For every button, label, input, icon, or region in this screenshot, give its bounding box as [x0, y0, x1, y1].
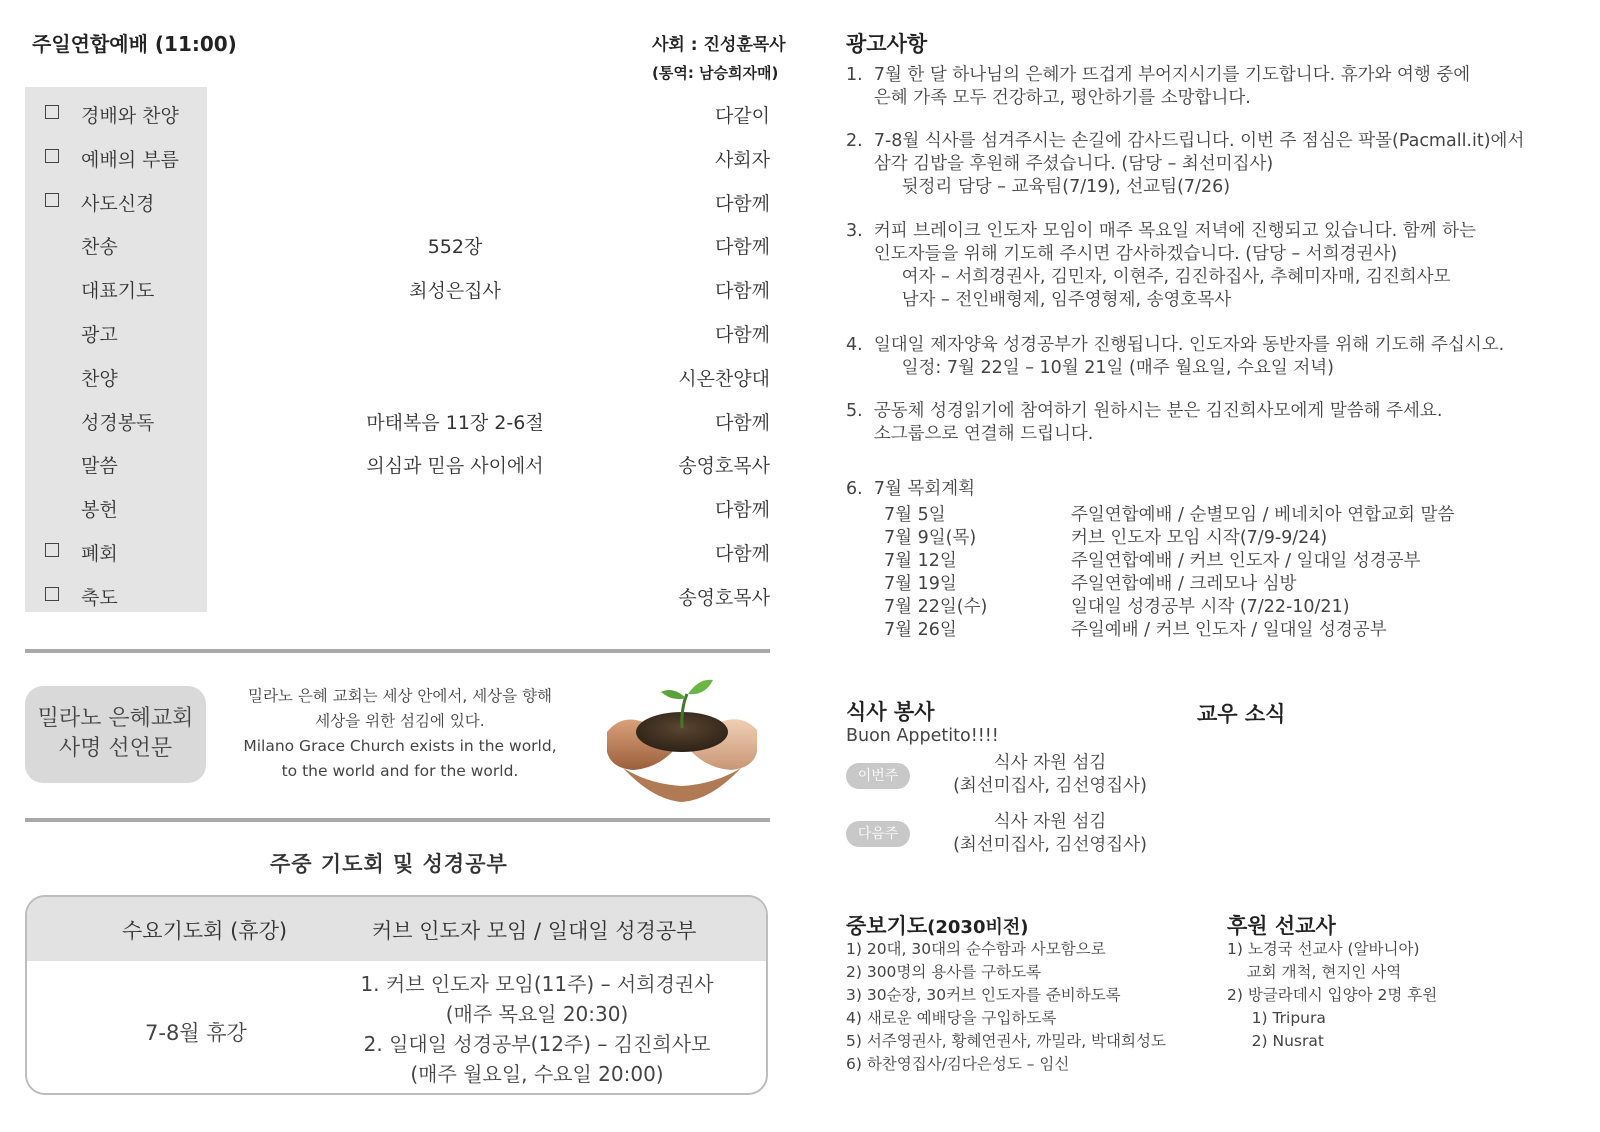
order-item-leader: 송영호목사: [678, 455, 770, 478]
order-row: [25, 267, 805, 311]
notice-line: 뒷정리 담당 – 교육팀(7/19), 선교팀(7/26): [846, 177, 1231, 197]
mission-statement: [220, 684, 580, 784]
weekly-col1-value: 7-8월 휴강: [145, 1021, 247, 1045]
this-week-badge: 이번주: [846, 763, 910, 789]
order-row: [25, 399, 805, 443]
this-week-meal-line2: (최선미집사, 김선영집사): [953, 776, 1147, 796]
mission-label-line1: 밀라노 은혜교회: [37, 706, 194, 731]
order-item-leader: 사회자: [714, 148, 770, 171]
this-week-meal-line1: 식사 자원 섬김: [993, 753, 1107, 773]
weekly-table: [25, 895, 768, 1095]
prayer-item: 4) 새로운 예배당을 구입하도록: [846, 1009, 1057, 1027]
notice-line: 1. 7월 한 달 하나님의 은혜가 뜨겁게 부어지시기를 기도합니다. 휴가와 여행 중에: [846, 65, 1471, 85]
weekly-col2-line: (매주 목요일 20:30): [445, 1002, 629, 1026]
order-item-leader: 다함께: [714, 280, 770, 303]
next-week-meal-line2: (최선미집사, 김선영집사): [953, 835, 1147, 855]
support-item: 1) 노경국 선교사 (알바니아): [1227, 940, 1420, 958]
order-item-leader: 다함께: [714, 411, 770, 434]
mission-label-line2: 사명 선언문: [58, 736, 173, 761]
support-list: [1227, 938, 1437, 1053]
order-item-name: 말씀: [81, 455, 118, 478]
prayer-item: 1) 20대, 30대의 순수함과 사모함으로: [846, 940, 1106, 958]
order-item-name: 봉헌: [81, 499, 118, 522]
mission-text-line4: to the world and for the world.: [281, 762, 519, 780]
support-item: 교회 개척, 현지인 사역: [1227, 963, 1402, 981]
schedule-date: 7월 19일: [884, 574, 957, 594]
order-item-name: 성경봉독: [81, 411, 155, 434]
meal-title: 식사 봉사: [846, 700, 935, 724]
order-item-leader: 송영호목사: [678, 586, 770, 609]
schedule-date: 7월 5일: [884, 505, 946, 525]
service-interpreter: (통역: 남승희자매): [652, 64, 779, 82]
order-row: [25, 530, 805, 574]
prayer-item: 3) 30순장, 30커브 인도자를 준비하도록: [846, 986, 1121, 1004]
weekly-col2-line: 1. 커브 인도자 모임(11주) – 서희경권사: [360, 972, 714, 996]
weekly-col2-line: 2. 일대일 성경공부(12주) – 김진희사모: [363, 1032, 711, 1056]
order-item-name: 경배와 찬양: [81, 105, 179, 127]
weekly-col2-line: (매주 월요일, 수요일 20:00): [410, 1062, 664, 1086]
schedule-date: 7월 9일(목): [884, 528, 977, 548]
prayer-item: 5) 서주영권사, 황혜연권사, 까밀라, 박대희성도: [846, 1032, 1166, 1050]
service-title: 주일연합예배 (11:00): [32, 32, 237, 56]
prayer-title: [846, 910, 1028, 940]
checkbox-icon: [45, 105, 59, 119]
notice-line: 5. 공동체 성경읽기에 참여하기 원하시는 분은 김진희사모에게 말씀해 주세요.: [846, 401, 1443, 421]
notice-line: 여자 – 서희경권사, 김민자, 이현주, 김진하집사, 추혜미자매, 김진희사모: [846, 267, 1451, 287]
schedule-plan: 주일예배 / 커브 인도자 / 일대일 성경공부: [1071, 620, 1387, 640]
order-row: [25, 311, 805, 355]
weekly-col1-header: 수요기도회 (휴강): [122, 919, 288, 943]
service-host: 사회 : 진성훈목사: [652, 35, 786, 55]
checkbox-icon: [45, 149, 59, 163]
notice-line: 2. 7-8월 식사를 섬겨주시는 손길에 감사드립니다. 이번 주 점심은 팍몰(Pacmall.it)에서: [846, 131, 1525, 151]
schedule-plan: 주일연합예배 / 크레모나 심방: [1071, 574, 1297, 594]
order-item-leader: 다함께: [714, 236, 770, 259]
notice-line: 남자 – 전인배형제, 임주영형제, 송영호목사: [846, 290, 1232, 310]
order-row: [25, 136, 805, 180]
notice-line: 삼각 김밥을 후원해 주셨습니다. (담당 – 최선미집사): [846, 154, 1274, 174]
order-item-name: 찬송: [81, 236, 118, 259]
schedule-date: 7월 26일: [884, 620, 957, 640]
notice-line: 4. 일대일 제자양육 성경공부가 진행됩니다. 인도자와 동반자를 위해 기도해 주십시오.: [846, 335, 1505, 355]
weekly-table-header: [27, 897, 766, 961]
this-week-meal: [935, 752, 1165, 798]
order-item-name: 광고: [81, 324, 118, 346]
order-row: [25, 92, 805, 136]
order-item-leader: 다함께: [714, 543, 770, 565]
meal-subtitle: Buon Appetito!!!!: [846, 726, 999, 746]
order-item-detail: 의심과 믿음 사이에서: [366, 455, 544, 478]
weekly-col2-header: 커브 인도자 모임 / 일대일 성경공부: [372, 919, 697, 943]
mission-text-line3: Milano Grace Church exists in the world,: [243, 737, 557, 755]
order-item-leader: 다같이: [714, 105, 770, 127]
order-item-leader: 다함께: [714, 499, 770, 522]
next-week-meal: [935, 811, 1165, 857]
prayer-title-suffix: (2030비전): [927, 917, 1029, 938]
order-item-detail: 최성은집사: [409, 280, 501, 303]
order-row: [25, 574, 805, 618]
order-item-name: 축도: [81, 586, 118, 609]
schedule-plan: 주일연합예배 / 순별모임 / 베네치아 연합교회 말씀: [1071, 505, 1455, 525]
checkbox-icon: [45, 543, 59, 557]
order-item-leader: 시온찬양대: [678, 367, 770, 390]
notice-line: 인도자들을 위해 기도해 주시면 감사하겠습니다. (담당 – 서희경권사): [846, 244, 1398, 264]
order-row: [25, 180, 805, 224]
divider: [25, 649, 770, 653]
notice-line: 6. 7월 목회계획: [846, 479, 976, 499]
notices-list: [846, 64, 1596, 644]
schedule-date: 7월 22일(수): [884, 597, 988, 617]
order-item-name: 폐회: [81, 543, 118, 565]
order-row: [25, 223, 805, 267]
notice-line: 3. 커피 브레이크 인도자 모임이 매주 목요일 저녁에 진행되고 있습니다. 함께 하는: [846, 221, 1476, 241]
order-item-detail: 552장: [427, 236, 483, 259]
schedule-plan: 일대일 성경공부 시작 (7/22-10/21): [1071, 597, 1350, 617]
hands-seedling-image: [603, 672, 761, 808]
mission-text-line2: 세상을 위한 섬김에 있다.: [315, 712, 485, 730]
mission-label: [25, 686, 206, 783]
schedule-plan: 커브 인도자 모임 시작(7/9-9/24): [1071, 528, 1328, 548]
next-week-badge: 다음주: [846, 821, 910, 847]
order-item-name: 찬양: [81, 367, 118, 390]
order-row: [25, 486, 805, 530]
divider: [25, 818, 770, 822]
checkbox-icon: [45, 587, 59, 601]
notice-line: 일정: 7월 22일 – 10월 21일 (매주 월요일, 수요일 저녁): [846, 358, 1334, 378]
next-week-meal-line1: 식사 자원 섬김: [993, 812, 1107, 832]
order-row: [25, 355, 805, 399]
news-title: 교우 소식: [1197, 702, 1286, 726]
order-item-name: 예배의 부름: [81, 148, 179, 171]
support-item: 2) 방글라데시 입양아 2명 후원: [1227, 986, 1438, 1004]
notice-line: 은혜 가족 모두 건강하고, 평안하기를 소망합니다.: [846, 88, 1251, 108]
notices-title: 광고사항: [846, 32, 928, 56]
support-item: 1) Tripura: [1227, 1009, 1326, 1027]
mission-text-line1: 밀라노 은혜 교회는 세상 안에서, 세상을 향해: [247, 687, 552, 705]
weekly-title: 주중 기도회 및 성경공부: [270, 852, 508, 876]
prayer-item: 6) 하찬영집사/김다은성도 – 임신: [846, 1055, 1070, 1073]
order-row: [25, 442, 805, 486]
schedule-date: 7월 12일: [884, 551, 957, 571]
order-item-name: 대표기도: [81, 280, 155, 303]
order-item-detail: 마태복음 11장 2-6절: [366, 411, 544, 434]
support-title: 후원 선교사: [1227, 914, 1336, 938]
order-item-leader: 다함께: [714, 192, 770, 215]
prayer-list: [846, 938, 1166, 1076]
prayer-item: 2) 300명의 용사를 구하도록: [846, 963, 1042, 981]
prayer-title-main: 중보기도: [846, 914, 928, 938]
schedule-plan: 주일연합예배 / 커브 인도자 / 일대일 성경공부: [1071, 551, 1421, 571]
order-item-name: 사도신경: [81, 192, 155, 215]
checkbox-icon: [45, 193, 59, 207]
notice-line: 소그룹으로 연결해 드립니다.: [846, 424, 1094, 444]
weekly-col2-value: [322, 969, 752, 1089]
support-item: 2) Nusrat: [1227, 1032, 1324, 1050]
order-item-leader: 다함께: [714, 324, 770, 346]
service-order-list: [25, 92, 805, 622]
